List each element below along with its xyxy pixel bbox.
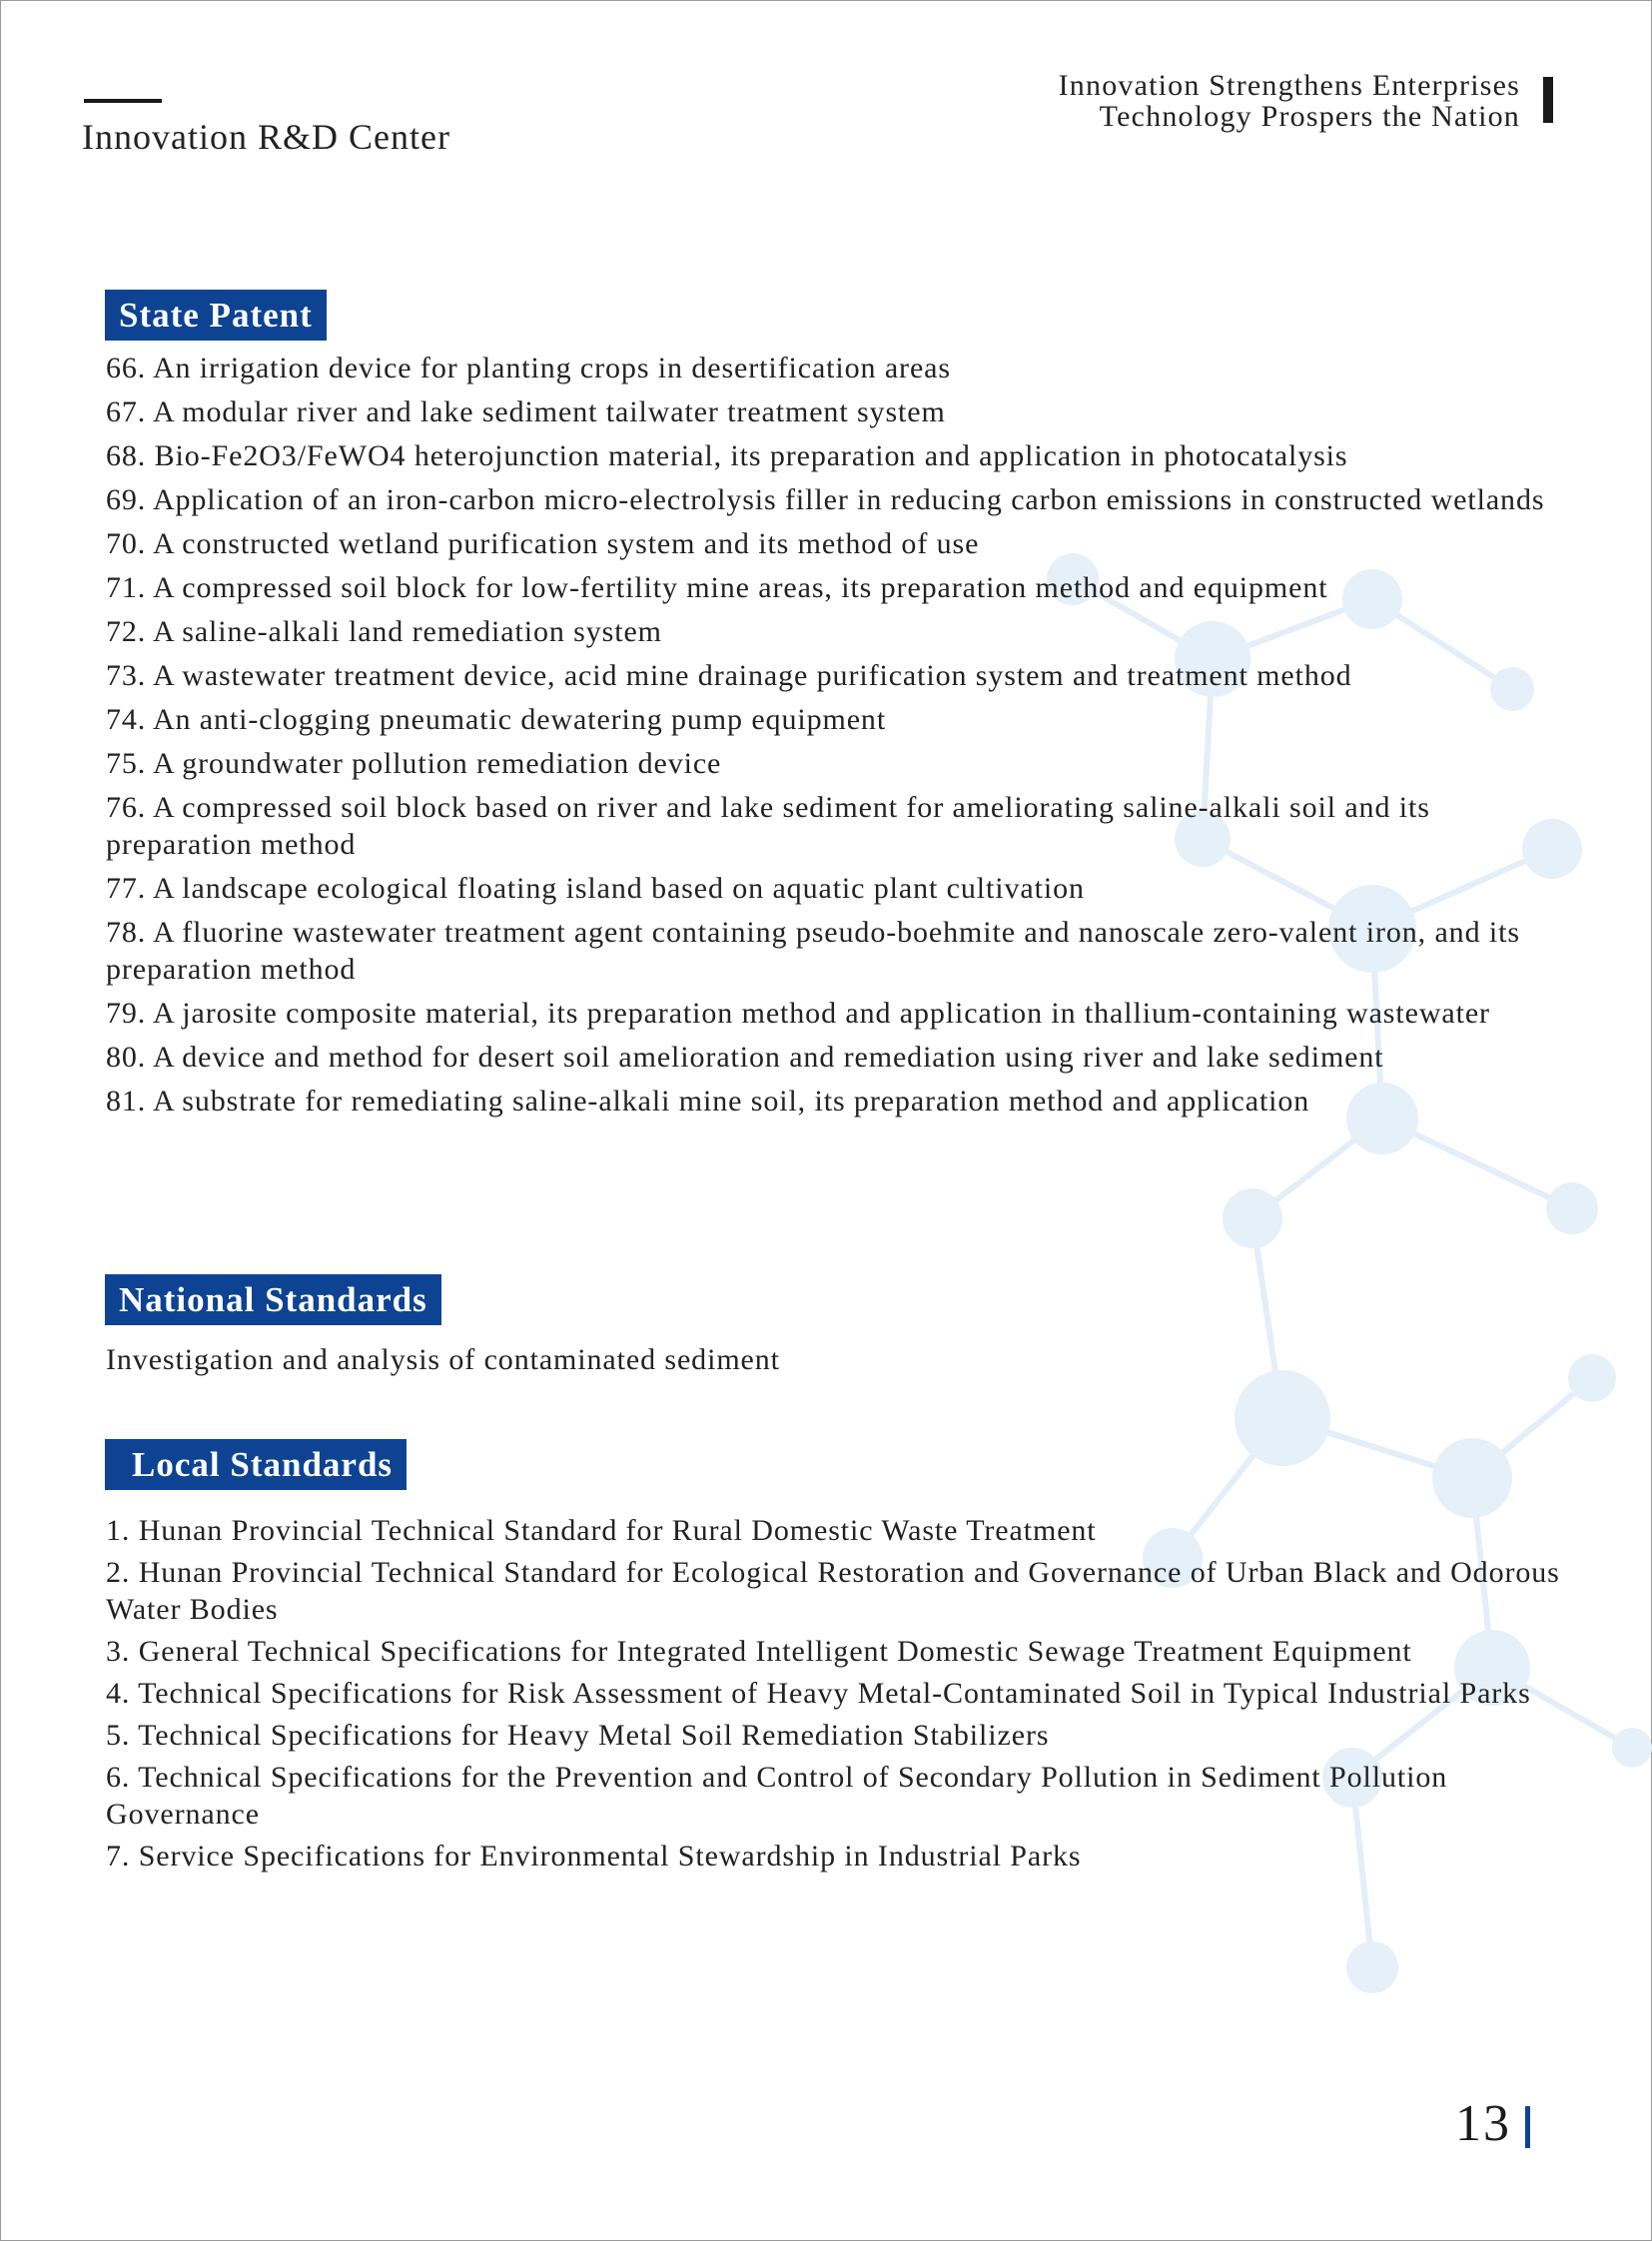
state-patent-heading: State Patent: [105, 290, 327, 341]
local-standards-heading: Local Standards: [105, 1439, 407, 1490]
header-title: Innovation R&D Center: [82, 117, 450, 157]
header-accent-bar: [1543, 77, 1553, 123]
page-number-accent-bar: [1525, 2106, 1530, 2148]
patent-item: 69. Application of an iron-carbon micro-electrolysis filler in reducing carbon emissions in constructed wetlands: [106, 483, 1545, 516]
page-number: 13: [1455, 2095, 1511, 2152]
patent-item: 76. A compressed soil block based on river and lake sediment for ameliorating saline-alkali soil and its preparation method: [106, 791, 1430, 861]
patent-item: 70. A constructed wetland purification system and its method of use: [106, 527, 980, 560]
state-patent-list: [106, 350, 1564, 1126]
local-standard-item: 7. Service Specifications for Environmental Stewardship in Industrial Parks: [106, 1840, 1082, 1872]
national-standards-heading: National Standards: [105, 1274, 441, 1325]
local-standard-item: 1. Hunan Provincial Technical Standard for Rural Domestic Waste Treatment: [106, 1514, 1097, 1547]
patent-item: 68. Bio-Fe2O3/FeWO4 heterojunction material, its preparation and application in photocatalysis: [106, 439, 1348, 472]
local-standard-item: 2. Hunan Provincial Technical Standard for Ecological Restoration and Governance of Urban Black and Odorous Water Bodies: [106, 1556, 1560, 1626]
patent-item: 74. An anti-clogging pneumatic dewatering pump equipment: [106, 703, 887, 736]
local-standard-item: 4. Technical Specifications for Risk Assessment of Heavy Metal-Contaminated Soil in Typical Industrial Parks: [106, 1677, 1531, 1710]
patent-item: 71. A compressed soil block for low-fertility mine areas, its preparation method and equipment: [106, 571, 1328, 604]
patent-item: 79. A jarosite composite material, its preparation method and application in thallium-containing wastewater: [106, 997, 1490, 1030]
local-standards-list: [106, 1512, 1564, 1879]
header-slogan: [1059, 70, 1520, 132]
local-standard-item: 6. Technical Specifications for the Prevention and Control of Secondary Pollution in Sediment Pollution Governance: [106, 1761, 1448, 1831]
header-rule: [84, 99, 162, 103]
header-slogan-line2: Technology Prospers the Nation: [1099, 100, 1520, 133]
patent-item: 77. A landscape ecological floating island based on aquatic plant cultivation: [106, 872, 1085, 905]
patent-item: 72. A saline-alkali land remediation system: [106, 615, 662, 648]
local-standard-item: 3. General Technical Specifications for Integrated Intelligent Domestic Sewage Treatment Equipment: [106, 1635, 1412, 1668]
patent-item: 80. A device and method for desert soil amelioration and remediation using river and lake sediment: [106, 1041, 1384, 1074]
national-standard-item: Investigation and analysis of contaminated sediment: [106, 1343, 780, 1376]
patent-item: 66. An irrigation device for planting crops in desertification areas: [106, 352, 951, 384]
patent-item: 73. A wastewater treatment device, acid mine drainage purification system and treatment method: [106, 659, 1352, 692]
header-slogan-line1: Innovation Strengthens Enterprises: [1058, 69, 1520, 102]
patent-item: 81. A substrate for remediating saline-alkali mine soil, its preparation method and application: [106, 1085, 1310, 1118]
patent-item: 67. A modular river and lake sediment tailwater treatment system: [106, 395, 946, 428]
local-standard-item: 5. Technical Specifications for Heavy Metal Soil Remediation Stabilizers: [106, 1719, 1050, 1752]
patent-item: 75. A groundwater pollution remediation device: [106, 747, 722, 780]
patent-item: 78. A fluorine wastewater treatment agent containing pseudo-boehmite and nanoscale zero-valent iron, and its preparation method: [106, 916, 1520, 986]
